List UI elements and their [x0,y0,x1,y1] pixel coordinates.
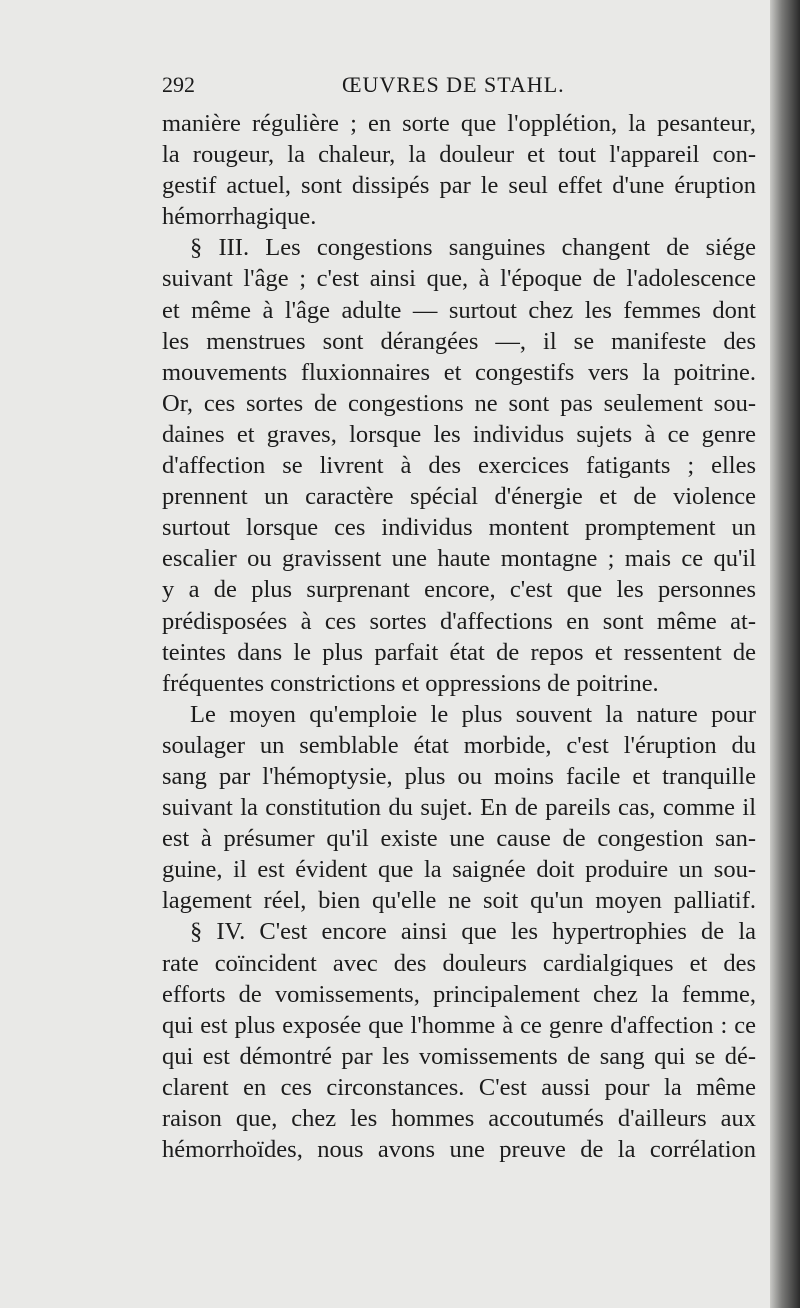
text-line: manière régulière ; en sorte que l'opplétion, la pesanteur, [162,110,756,137]
text-line: gestif actuel, sont dissipés par le seul effet d'une éruption [162,172,756,200]
text-line: qui est plus exposée que l'homme à ce genre d'affection : ce [162,1011,756,1039]
text-line: teintes dans le plus parfait état de repos et ressentent de [162,638,756,666]
text-line: prennent un caractère spécial d'énergie et de violence [162,483,756,511]
text-line: escalier ou gravissent une haute montagne ; mais ce qu'il [162,545,756,573]
page-number: 292 [162,72,195,97]
text-line: soulager un semblable état morbide, c'est l'éruption du [162,731,756,759]
text-line: § IV. C'est encore ainsi que les hypertrophies de la [190,918,756,946]
text-line: lagement réel, bien qu'elle ne soit qu'un moyen palliatif. [162,887,756,915]
text-line: les menstrues sont dérangées —, il se manifeste des [162,327,756,355]
text-line: hémorrhagique. [162,203,317,231]
running-head: ŒUVRES DE STAHL. [342,72,565,97]
text-line: y a de plus surprenant encore, c'est que les personnes [162,576,756,604]
text-line: rate coïncident avec des douleurs cardialgiques et des [162,949,756,977]
text-line: raison que, chez les hommes accoutumés d'ailleurs aux [162,1105,756,1132]
text-line: mouvements fluxionnaires et congestifs vers la poitrine. [162,358,756,386]
text-line: d'affection se livrent à des exercices fatigants ; elles [162,452,756,480]
text-line: fréquentes constrictions et oppressions de poitrine. [162,669,659,697]
text-line: hémorrhoïdes, nous avons une preuve de la corrélation [162,1136,756,1164]
body-text [162,108,756,1165]
text-line: suivant la constitution du sujet. En de pareils cas, comme il [162,794,756,822]
text-line: § III. Les congestions sanguines changent de siége [190,234,756,262]
text-line: Le moyen qu'emploie le plus souvent la nature pour [190,700,756,728]
text-line: sang par l'hémoptysie, plus ou moins facile et tranquille [162,762,756,790]
text-line: daines et graves, lorsque les individus sujets à ce genre [162,420,756,448]
text-line: est à présumer qu'il existe une cause de congestion san- [162,825,756,853]
text-line: guine, il est évident que la saignée doit produire un sou- [162,856,756,884]
text-line: et même à l'âge adulte — surtout chez les femmes dont [162,296,756,324]
text-line: qui est démontré par les vomissements de sang qui se dé- [162,1042,756,1070]
text-line: la rougeur, la chaleur, la douleur et tout l'appareil con- [162,141,756,169]
text-line: prédisposées à ces sortes d'affections en sont même at- [162,607,756,635]
text-line: efforts de vomissements, principalement chez la femme, [162,980,756,1008]
text-line: Or, ces sortes de congestions ne sont pas seulement sou- [162,389,756,417]
text-line: surtout lorsque ces individus montent promptement un [162,514,756,542]
page-gutter-shadow [770,0,800,1308]
text-line: suivant l'âge ; c'est ainsi que, à l'époque de l'adolescence [162,265,756,293]
text-line: clarent en ces circonstances. C'est aussi pour la même [162,1073,756,1101]
page-header [162,72,762,102]
